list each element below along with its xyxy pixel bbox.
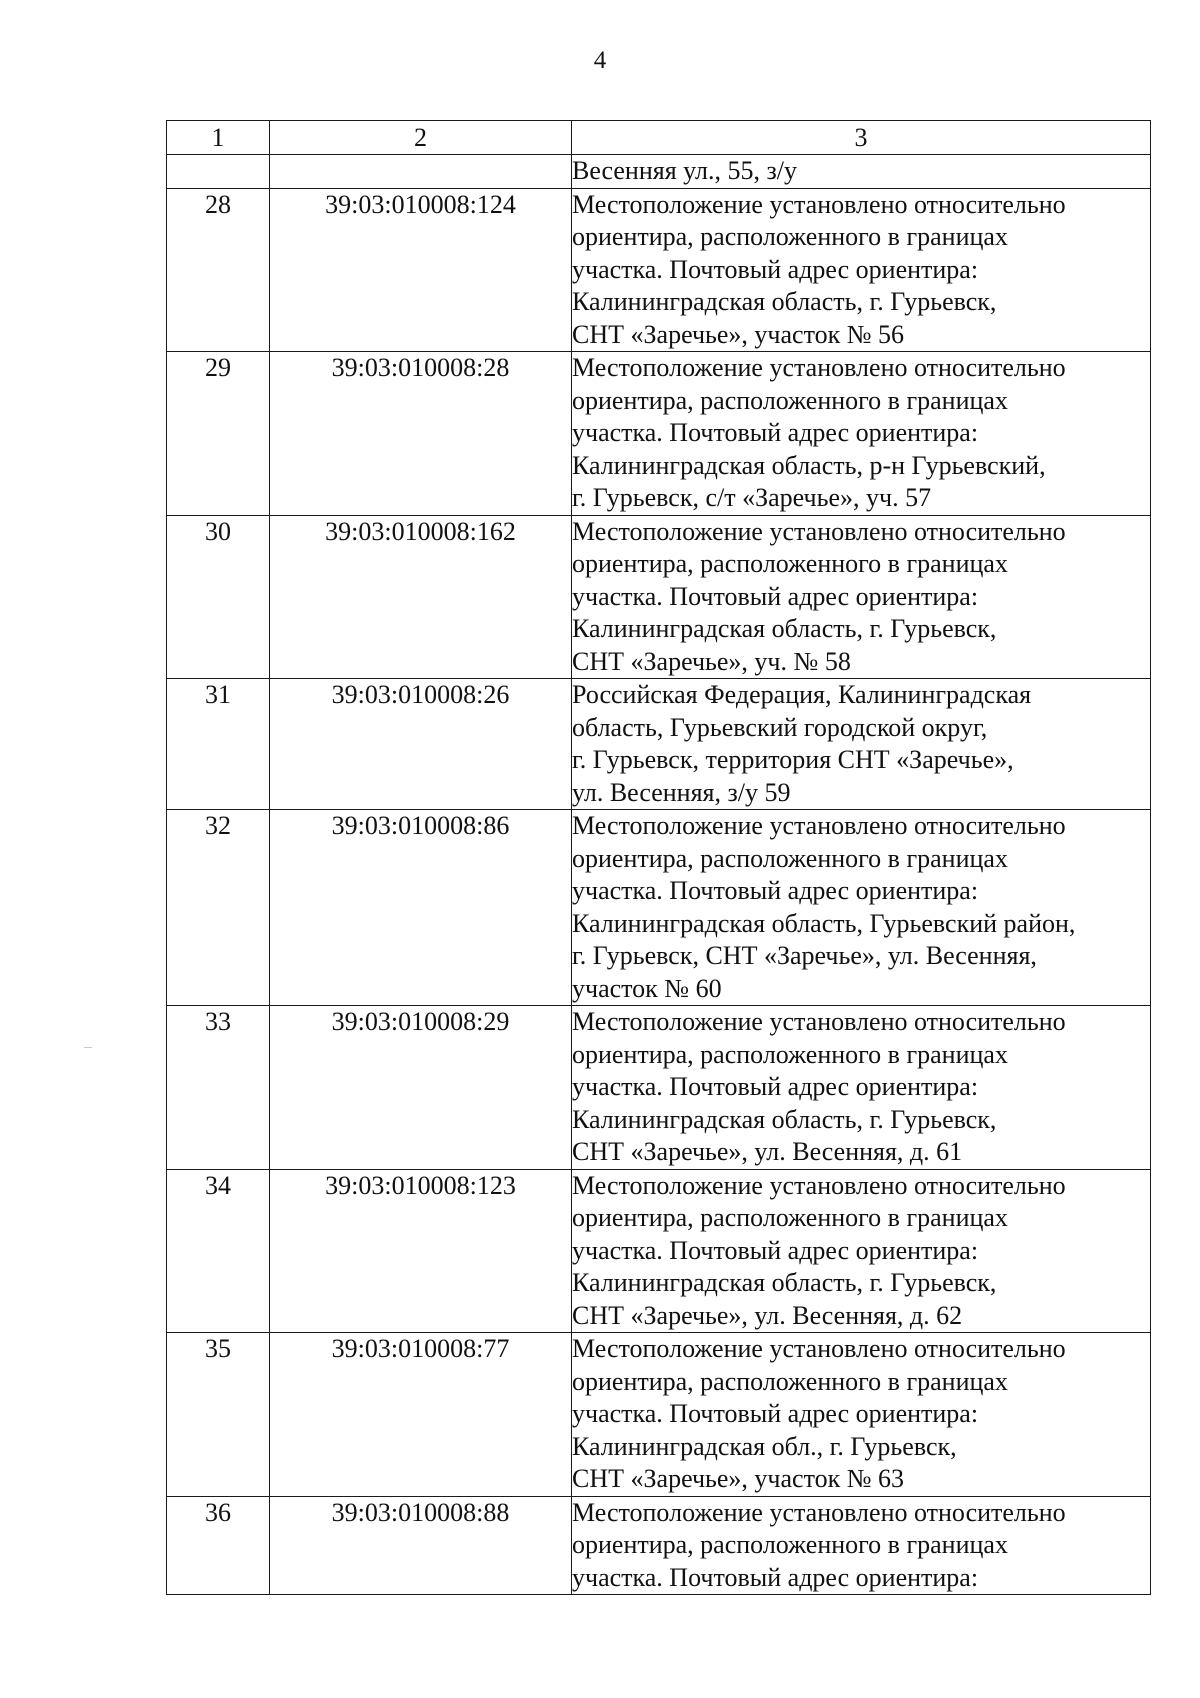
cadastral-number-cell: 39:03:010008:77	[270, 1333, 572, 1497]
address-line: Местоположение установлено относительно	[572, 1170, 1066, 1200]
address-line: ориентира, расположенного в границах	[572, 1366, 1008, 1396]
table-header-row	[167, 121, 1151, 155]
address-line: участка. Почтовый адрес ориентира:	[572, 254, 979, 284]
address-cell	[572, 1169, 1151, 1333]
address-line: ул. Весенняя, з/у 59	[572, 777, 791, 807]
address-line: ориентира, расположенного в границах	[572, 843, 1008, 873]
address-line: Местоположение установлено относительно	[572, 1007, 1066, 1036]
address-cell	[572, 810, 1151, 1006]
address-line: участка. Почтовый адрес ориентира:	[572, 1562, 979, 1592]
address-line: Местоположение установлено относительно	[572, 516, 1066, 546]
cadastral-number-cell: 39:03:010008:124	[270, 188, 572, 352]
address-line: ориентира, расположенного в границах	[572, 222, 1008, 251]
address-cell	[572, 515, 1151, 679]
table-row	[167, 1006, 1151, 1170]
table-row	[167, 188, 1151, 352]
row-number-cell	[167, 155, 270, 189]
address-cell	[572, 188, 1151, 352]
table-row	[167, 810, 1151, 1006]
address-line: Местоположение установлено относительно	[572, 1334, 1066, 1363]
continuation-row	[167, 155, 1151, 189]
address-cell	[572, 1333, 1151, 1497]
address-line: ориентира, расположенного в границах	[572, 549, 1008, 578]
table-row	[167, 1169, 1151, 1333]
address-line: г. Гурьевск, СНТ «Заречье», ул. Весенняя,	[572, 941, 1037, 970]
address-line: Калининградская область, р-н Гурьевский,	[572, 450, 1046, 480]
table-body	[167, 155, 1151, 1595]
address-cell	[572, 679, 1151, 810]
table-row	[167, 679, 1151, 810]
address-line: участка. Почтовый адрес ориентира:	[572, 1235, 979, 1265]
cadastral-number-cell: 39:03:010008:29	[270, 1006, 572, 1170]
column-header-1: 1	[167, 121, 270, 155]
cadastral-number-cell: 39:03:010008:123	[270, 1169, 572, 1333]
cadastral-number-cell: 39:03:010008:86	[270, 810, 572, 1006]
address-line: участка. Почтовый адрес ориентира:	[572, 581, 979, 611]
cadastral-number-cell: 39:03:010008:28	[270, 352, 572, 516]
address-line: Местоположение установлено относительно	[572, 189, 1066, 219]
table-row	[167, 1496, 1151, 1595]
address-cell	[572, 352, 1151, 516]
address-line: участка. Почтовый адрес ориентира:	[572, 876, 979, 905]
scan-margin-mark	[84, 1047, 92, 1048]
cadastral-number-cell	[270, 155, 572, 189]
address-line: Местоположение установлено относительно	[572, 811, 1066, 840]
row-number-cell: 35	[167, 1333, 270, 1497]
address-line: Калининградская область, г. Гурьевск,	[572, 614, 997, 643]
address-line: Калининградская обл., г. Гурьевск,	[572, 1431, 957, 1461]
address-line: участка. Почтовый адрес ориентира:	[572, 1072, 979, 1101]
address-cell	[572, 155, 1151, 189]
cadastral-number-cell: 39:03:010008:88	[270, 1496, 572, 1595]
address-line: Весенняя ул., 55, з/у	[572, 156, 797, 185]
address-line: участка. Почтовый адрес ориентира:	[572, 1399, 979, 1428]
address-line: участок № 60	[572, 973, 722, 1003]
row-number-cell: 30	[167, 515, 270, 679]
address-line: Российская Федерация, Калининградская	[572, 680, 1032, 709]
cadastral-number-cell: 39:03:010008:162	[270, 515, 572, 679]
page-number: 4	[593, 47, 607, 74]
address-cell	[572, 1496, 1151, 1595]
address-line: СНТ «Заречье», ул. Весенняя, д. 61	[572, 1137, 963, 1166]
row-number-cell: 34	[167, 1169, 270, 1333]
address-line: Калининградская область, г. Гурьевск,	[572, 1104, 997, 1134]
address-line: Калининградская область, Гурьевский район,	[572, 908, 1076, 938]
column-header-3: 3	[572, 121, 1151, 155]
row-number-cell: 33	[167, 1006, 270, 1170]
address-line: Калининградская область, г. Гурьевск,	[572, 287, 997, 316]
address-line: ориентира, расположенного в границах	[572, 1530, 1008, 1559]
address-line: участка. Почтовый адрес ориентира:	[572, 418, 979, 447]
row-number-cell: 32	[167, 810, 270, 1006]
row-number-cell: 29	[167, 352, 270, 516]
land-plot-table	[166, 120, 1151, 1595]
address-line: г. Гурьевск, территория СНТ «Заречье»,	[572, 745, 1014, 774]
address-line: СНТ «Заречье», участок № 56	[572, 319, 905, 349]
address-line: ориентира, расположенного в границах	[572, 385, 1008, 415]
cadastral-number-cell: 39:03:010008:26	[270, 679, 572, 810]
address-cell	[572, 1006, 1151, 1170]
address-line: СНТ «Заречье», участок № 63	[572, 1464, 905, 1493]
row-number-cell: 36	[167, 1496, 270, 1595]
address-line: СНТ «Заречье», ул. Весенняя, д. 62	[572, 1300, 963, 1330]
address-line: Калининградская область, г. Гурьевск,	[572, 1268, 997, 1297]
address-line: область, Гурьевский городской округ,	[572, 712, 988, 742]
row-number-cell: 31	[167, 679, 270, 810]
address-line: г. Гурьевск, с/т «Заречье», уч. 57	[572, 483, 932, 512]
address-line: ориентира, расположенного в границах	[572, 1203, 1008, 1232]
column-header-2: 2	[270, 121, 572, 155]
row-number-cell: 28	[167, 188, 270, 352]
address-line: Местоположение установлено относительно	[572, 353, 1066, 382]
address-line: Местоположение установлено относительно	[572, 1497, 1066, 1527]
table-row	[167, 1333, 1151, 1497]
address-line: ориентира, расположенного в границах	[572, 1039, 1008, 1069]
table-row	[167, 515, 1151, 679]
table-row	[167, 352, 1151, 516]
address-line: СНТ «Заречье», уч. № 58	[572, 646, 851, 676]
